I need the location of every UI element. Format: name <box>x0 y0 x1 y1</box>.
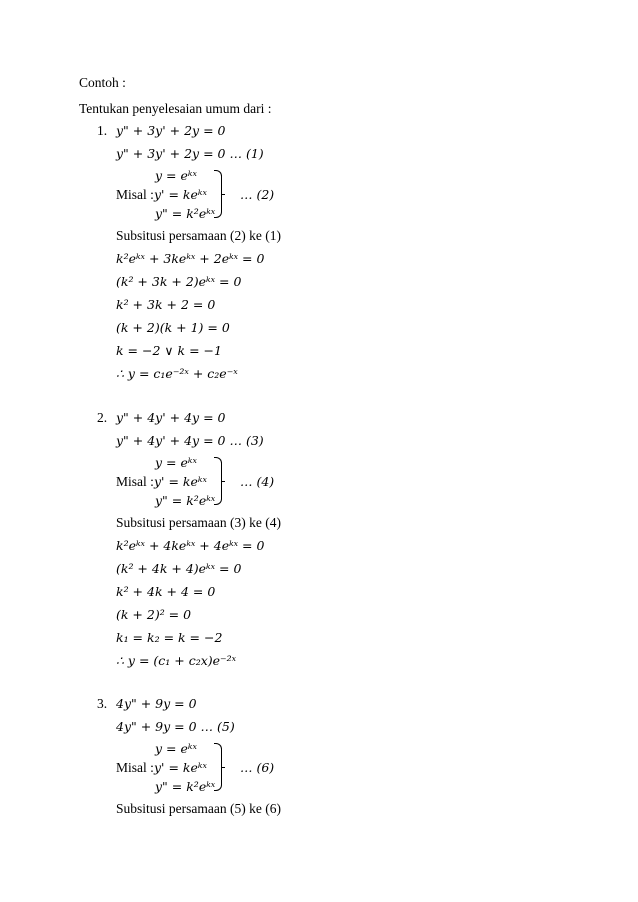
substitution-label: Misal : <box>116 474 154 489</box>
substitution-y-double-prime: y" = k²eᵏˣ <box>155 779 216 794</box>
step-1: k²eᵏˣ + 3keᵏˣ + 2eᵏˣ = 0 <box>116 251 265 266</box>
curly-brace <box>214 170 222 218</box>
substitution-ref: … (6) <box>240 760 275 775</box>
heading: Contoh : <box>79 75 126 90</box>
equation-ref: y" + 4y' + 4y = 0 … (3) <box>116 433 264 448</box>
substitution-ref: … (2) <box>240 187 275 202</box>
solution: ∴ y = (c₁ + c₂x)e⁻²ˣ <box>116 653 237 668</box>
step-5: k = −2 ∨ k = −1 <box>116 343 222 358</box>
substitution-ref: … (4) <box>240 474 275 489</box>
step-4: (k + 2)² = 0 <box>116 607 192 622</box>
curly-brace <box>214 743 222 791</box>
substitution-label: Misal : <box>116 760 154 775</box>
step-1: k²eᵏˣ + 4keᵏˣ + 4eᵏˣ = 0 <box>116 538 265 553</box>
substitution-text: Subsitusi persamaan (3) ke (4) <box>116 515 281 530</box>
instruction: Tentukan penyelesaian umum dari : <box>79 101 272 116</box>
curly-brace <box>214 457 222 505</box>
substitution-label: Misal : <box>116 187 154 202</box>
substitution-text: Subsitusi persamaan (5) ke (6) <box>116 801 281 816</box>
problem-statement: 4y" + 9y = 0 <box>116 696 197 711</box>
step-5: k₁ = k₂ = k = −2 <box>116 630 223 645</box>
step-4: (k + 2)(k + 1) = 0 <box>116 320 230 335</box>
step-2: (k² + 3k + 2)eᵏˣ = 0 <box>116 274 242 289</box>
substitution-y-prime: y' = keᵏˣ <box>154 760 207 775</box>
problem-statement: y" + 3y' + 2y = 0 <box>116 123 226 138</box>
substitution-y-double-prime: y" = k²eᵏˣ <box>155 493 216 508</box>
substitution-text: Subsitusi persamaan (2) ke (1) <box>116 228 281 243</box>
substitution-y-prime: y' = keᵏˣ <box>154 474 207 489</box>
step-3: k² + 3k + 2 = 0 <box>116 297 216 312</box>
substitution-y: y = eᵏˣ <box>155 455 197 470</box>
equation-ref: 4y" + 9y = 0 … (5) <box>116 719 235 734</box>
substitution-y: y = eᵏˣ <box>155 168 197 183</box>
substitution-y-prime: y' = keᵏˣ <box>154 187 207 202</box>
equation-ref: y" + 3y' + 2y = 0 … (1) <box>116 146 264 161</box>
substitution-y: y = eᵏˣ <box>155 741 197 756</box>
problem-number: 2. <box>97 410 108 425</box>
step-2: (k² + 4k + 4)eᵏˣ = 0 <box>116 561 242 576</box>
problem-statement: y" + 4y' + 4y = 0 <box>116 410 226 425</box>
step-3: k² + 4k + 4 = 0 <box>116 584 216 599</box>
problem-number: 1. <box>97 123 108 138</box>
problem-number: 3. <box>97 696 108 711</box>
solution: ∴ y = c₁e⁻²ˣ + c₂e⁻ˣ <box>116 366 238 381</box>
substitution-y-double-prime: y" = k²eᵏˣ <box>155 206 216 221</box>
